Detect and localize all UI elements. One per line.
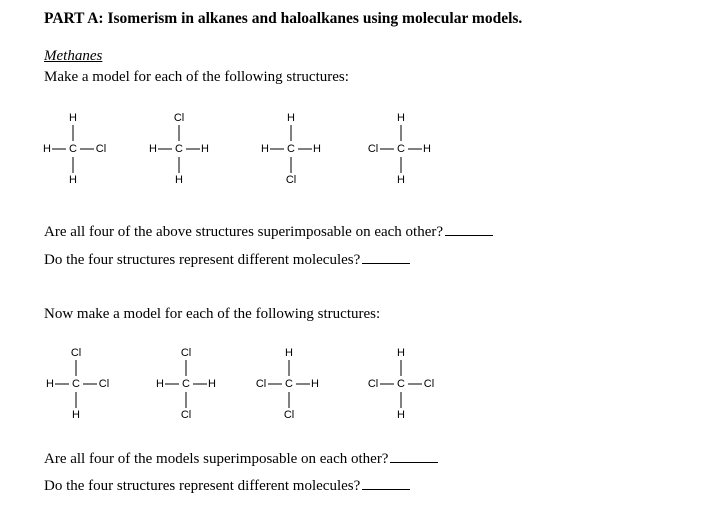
atom-left: Cl [367,143,379,155]
atom-right: H [311,378,319,390]
atom-left: H [261,143,269,155]
atom-center: C [175,143,183,155]
structure-1-1 [43,112,107,186]
atom-center: C [72,378,80,390]
atom-bottom: H [397,409,405,421]
question-3 [44,451,438,468]
atom-left: H [149,143,157,155]
atom-left: H [46,378,54,390]
answer-blank-3[interactable] [390,461,438,463]
instruction-1: Make a model for each of the following structures: [44,69,349,85]
atom-bottom: Cl [285,174,297,186]
question-1-text: Are all four of the above structures superimposable on each other? [44,224,444,240]
atom-right: H [201,143,209,155]
atom-center: C [69,143,77,155]
atom-left: Cl [255,378,267,390]
structure-1-2 [149,112,209,186]
question-2-text: Do the four structures represent different molecules? [44,252,361,268]
atom-top: H [397,347,405,359]
question-4-text: Do the four structures represent different molecules? [44,478,361,494]
atom-left: H [156,378,164,390]
atom-center: C [287,143,295,155]
question-3-text: Are all four of the models superimposable on each other? [44,451,389,467]
structure-1-4 [367,112,431,186]
instruction-2: Now make a model for each of the following structures: [44,306,381,322]
atom-center: C [397,143,405,155]
atom-right: H [423,143,431,155]
answer-blank-4[interactable] [362,488,410,490]
atom-top: Cl [173,112,185,124]
atom-left: Cl [367,378,379,390]
question-4 [44,478,410,495]
part-heading: PART A: Isomerism in alkanes and haloalkanes using molecular models. [44,10,523,27]
answer-blank-2[interactable] [362,262,410,264]
structure-2-3 [255,347,319,421]
question-1 [44,224,493,241]
atom-top: Cl [70,347,82,359]
atom-bottom: H [72,409,80,421]
section-title: Methanes [44,48,103,64]
atom-bottom: H [397,174,405,186]
structure-2-1 [46,347,110,421]
atom-bottom: H [69,174,77,186]
atom-center: C [397,378,405,390]
structure-2-2 [156,347,216,421]
atom-left: H [43,143,51,155]
question-2 [44,252,410,269]
atom-right: Cl [423,378,435,390]
structure-1-3 [261,112,321,186]
atom-bottom: Cl [283,409,295,421]
atom-top: H [69,112,77,124]
atom-center: C [285,378,293,390]
atom-top: H [285,347,293,359]
atom-center: C [182,378,190,390]
structure-2-4 [367,347,435,421]
atom-right: H [208,378,216,390]
atom-bottom: Cl [180,409,192,421]
atom-top: H [397,112,405,124]
atom-top: Cl [180,347,192,359]
atom-right: Cl [98,378,110,390]
atom-right: H [313,143,321,155]
answer-blank-1[interactable] [445,234,493,236]
atom-right: Cl [95,143,107,155]
atom-bottom: H [175,174,183,186]
atom-top: H [287,112,295,124]
